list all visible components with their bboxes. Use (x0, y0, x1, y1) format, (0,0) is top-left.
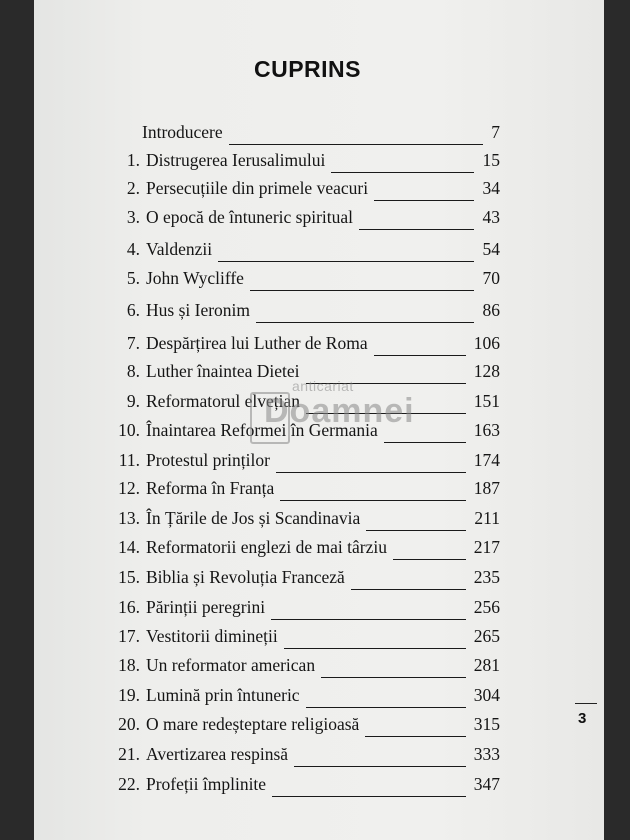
toc-entry-number: 5. (126, 268, 140, 288)
toc-entry-leader-line (276, 472, 466, 473)
toc-entry-leader-line (284, 648, 466, 649)
toc-entry-title: Distrugerea Ierusalimului (146, 150, 326, 170)
toc-entry-number: 11. (118, 450, 140, 470)
toc-entry-page: 163 (473, 420, 500, 440)
toc-entry-title: Profeții împlinite (146, 774, 267, 794)
toc-entry-page: 217 (473, 537, 500, 557)
toc-entry (0, 478, 600, 504)
toc-entry-number: 10. (118, 420, 140, 440)
toc-entry-page: 333 (473, 744, 500, 764)
toc-entry-page: 315 (473, 714, 500, 734)
toc-entry-page: 256 (473, 597, 500, 617)
toc-entry (0, 626, 600, 652)
toc-entry (0, 333, 600, 359)
toc-entry-page: 174 (473, 450, 500, 470)
page-marker-rule (575, 703, 597, 704)
toc-entry-page: 347 (473, 774, 500, 794)
toc-entry-title: Reforma în Franța (146, 478, 275, 498)
toc-entry-number: 21. (118, 744, 140, 764)
toc-entry-number: 16. (118, 597, 140, 617)
page-title: CUPRINS (254, 56, 362, 82)
toc-entry-page: 265 (473, 626, 500, 646)
toc-entry-number: 3. (126, 207, 140, 227)
toc-entry (0, 597, 600, 623)
toc-entry-number: 19. (118, 685, 140, 705)
toc-entry-number: 7. (126, 333, 140, 353)
toc-entry-title: Valdenzii (146, 239, 213, 259)
toc-entry-leader-line (306, 707, 466, 708)
toc-entry-number: 13. (118, 508, 140, 528)
toc-entry-number: 6. (126, 300, 140, 320)
toc-entry (0, 239, 600, 265)
toc-entry-title: Avertizarea respinsă (146, 744, 289, 764)
toc-entry-title: Înaintarea Reformei în Germania (146, 420, 378, 440)
toc-entry-title: Un reformator american (146, 655, 316, 675)
watermark-top-text: anticariat (292, 378, 354, 394)
toc-entry-leader-line (366, 530, 466, 531)
toc-entry-page: 54 (482, 239, 500, 259)
toc-entry (0, 207, 600, 233)
toc-entry-leader-line (374, 355, 466, 356)
watermark-main-text: Doamnei (264, 392, 415, 430)
toc-entry-title: Vestitorii dimineții (146, 626, 278, 646)
toc-entry (0, 508, 600, 534)
toc-entry-number: 15. (118, 567, 140, 587)
toc-entry-number: 22. (118, 774, 140, 794)
toc-entry-leader-line (229, 144, 483, 145)
toc-entry-page: 15 (482, 150, 500, 170)
toc-entry-title: În Țările de Jos și Scandinavia (146, 508, 361, 528)
toc-entry-title: Părinții peregrini (146, 597, 266, 617)
toc-entry-leader-line (294, 766, 466, 767)
toc-entry-title: Reformatorii englezi de mai târziu (146, 537, 388, 557)
watermark-logo (250, 378, 415, 458)
toc-entry-leader-line (256, 322, 474, 323)
toc-entry-leader-line (393, 559, 466, 560)
toc-entry-leader-line (374, 200, 474, 201)
toc-entry-number: 18. (118, 655, 140, 675)
toc-entry-page: 106 (473, 333, 500, 353)
toc-entry-page: 7 (491, 122, 500, 142)
toc-entry-title: Persecuțiile din primele veacuri (146, 178, 369, 198)
toc-entry (0, 685, 600, 711)
toc-entry (0, 300, 600, 326)
toc-entry-number: 17. (118, 626, 140, 646)
toc-entry-page: 151 (473, 391, 500, 411)
page-marker: 3 (578, 710, 587, 727)
toc-entry-page: 34 (482, 178, 500, 198)
toc-entry-leader-line (365, 736, 466, 737)
toc-entry-number: 4. (126, 239, 140, 259)
toc-entry-number: 9. (126, 391, 140, 411)
toc-entry-title: John Wycliffe (146, 268, 244, 288)
toc-entry-number: 8. (126, 361, 140, 381)
toc-entry-page: 281 (473, 655, 500, 675)
toc-entry-title: Biblia și Revoluția Franceză (146, 567, 345, 587)
toc-entry (0, 774, 600, 800)
toc-entry-leader-line (272, 796, 466, 797)
toc-entry (0, 268, 600, 294)
toc-entry-number: 1. (126, 150, 140, 170)
toc-entry-page: 128 (473, 361, 500, 381)
toc-entry (0, 122, 600, 148)
toc-entry (0, 567, 600, 593)
toc-entry (0, 537, 600, 563)
toc-entry-number: 2. (126, 178, 140, 198)
toc-entry-leader-line (359, 229, 474, 230)
toc-entry-page: 43 (482, 207, 500, 227)
toc-entry-title: Introducere (142, 122, 223, 142)
toc-entry-title: Reformatorul elvețian (146, 391, 301, 411)
toc-entry-page: 235 (473, 567, 500, 587)
toc-entry-number: 12. (118, 478, 140, 498)
toc-entry-leader-line (218, 261, 474, 262)
toc-entry-title: O mare redeșteptare religioasă (146, 714, 360, 734)
toc-entry-leader-line (321, 677, 466, 678)
toc-entry (0, 655, 600, 681)
toc-entry-title: Despărțirea lui Luther de Roma (146, 333, 368, 353)
toc-entry-title: Hus și Ieronim (146, 300, 251, 320)
toc-entry-leader-line (280, 500, 466, 501)
toc-entry-page: 211 (474, 508, 500, 528)
toc-entry-leader-line (271, 619, 466, 620)
toc-entry (0, 714, 600, 740)
toc-entry-leader-line (250, 290, 474, 291)
toc-entry-title: O epocă de întuneric spiritual (146, 207, 354, 227)
toc-entry-title: Luther înaintea Dietei (146, 361, 300, 381)
toc-entry-number: 14. (118, 537, 140, 557)
toc-entry-leader-line (331, 172, 474, 173)
toc-entry (0, 178, 600, 204)
toc-entry-page: 187 (473, 478, 500, 498)
toc-entry-title: Protestul prinților (146, 450, 270, 470)
toc-entry-leader-line (351, 589, 466, 590)
toc-entry-page: 304 (473, 685, 500, 705)
toc-entry-page: 70 (482, 268, 500, 288)
toc-entry (0, 744, 600, 770)
toc-entry-page: 86 (482, 300, 500, 320)
toc-entry-number: 20. (118, 714, 140, 734)
toc-entry (0, 150, 600, 176)
toc-entry-title: Lumină prin întuneric (146, 685, 300, 705)
